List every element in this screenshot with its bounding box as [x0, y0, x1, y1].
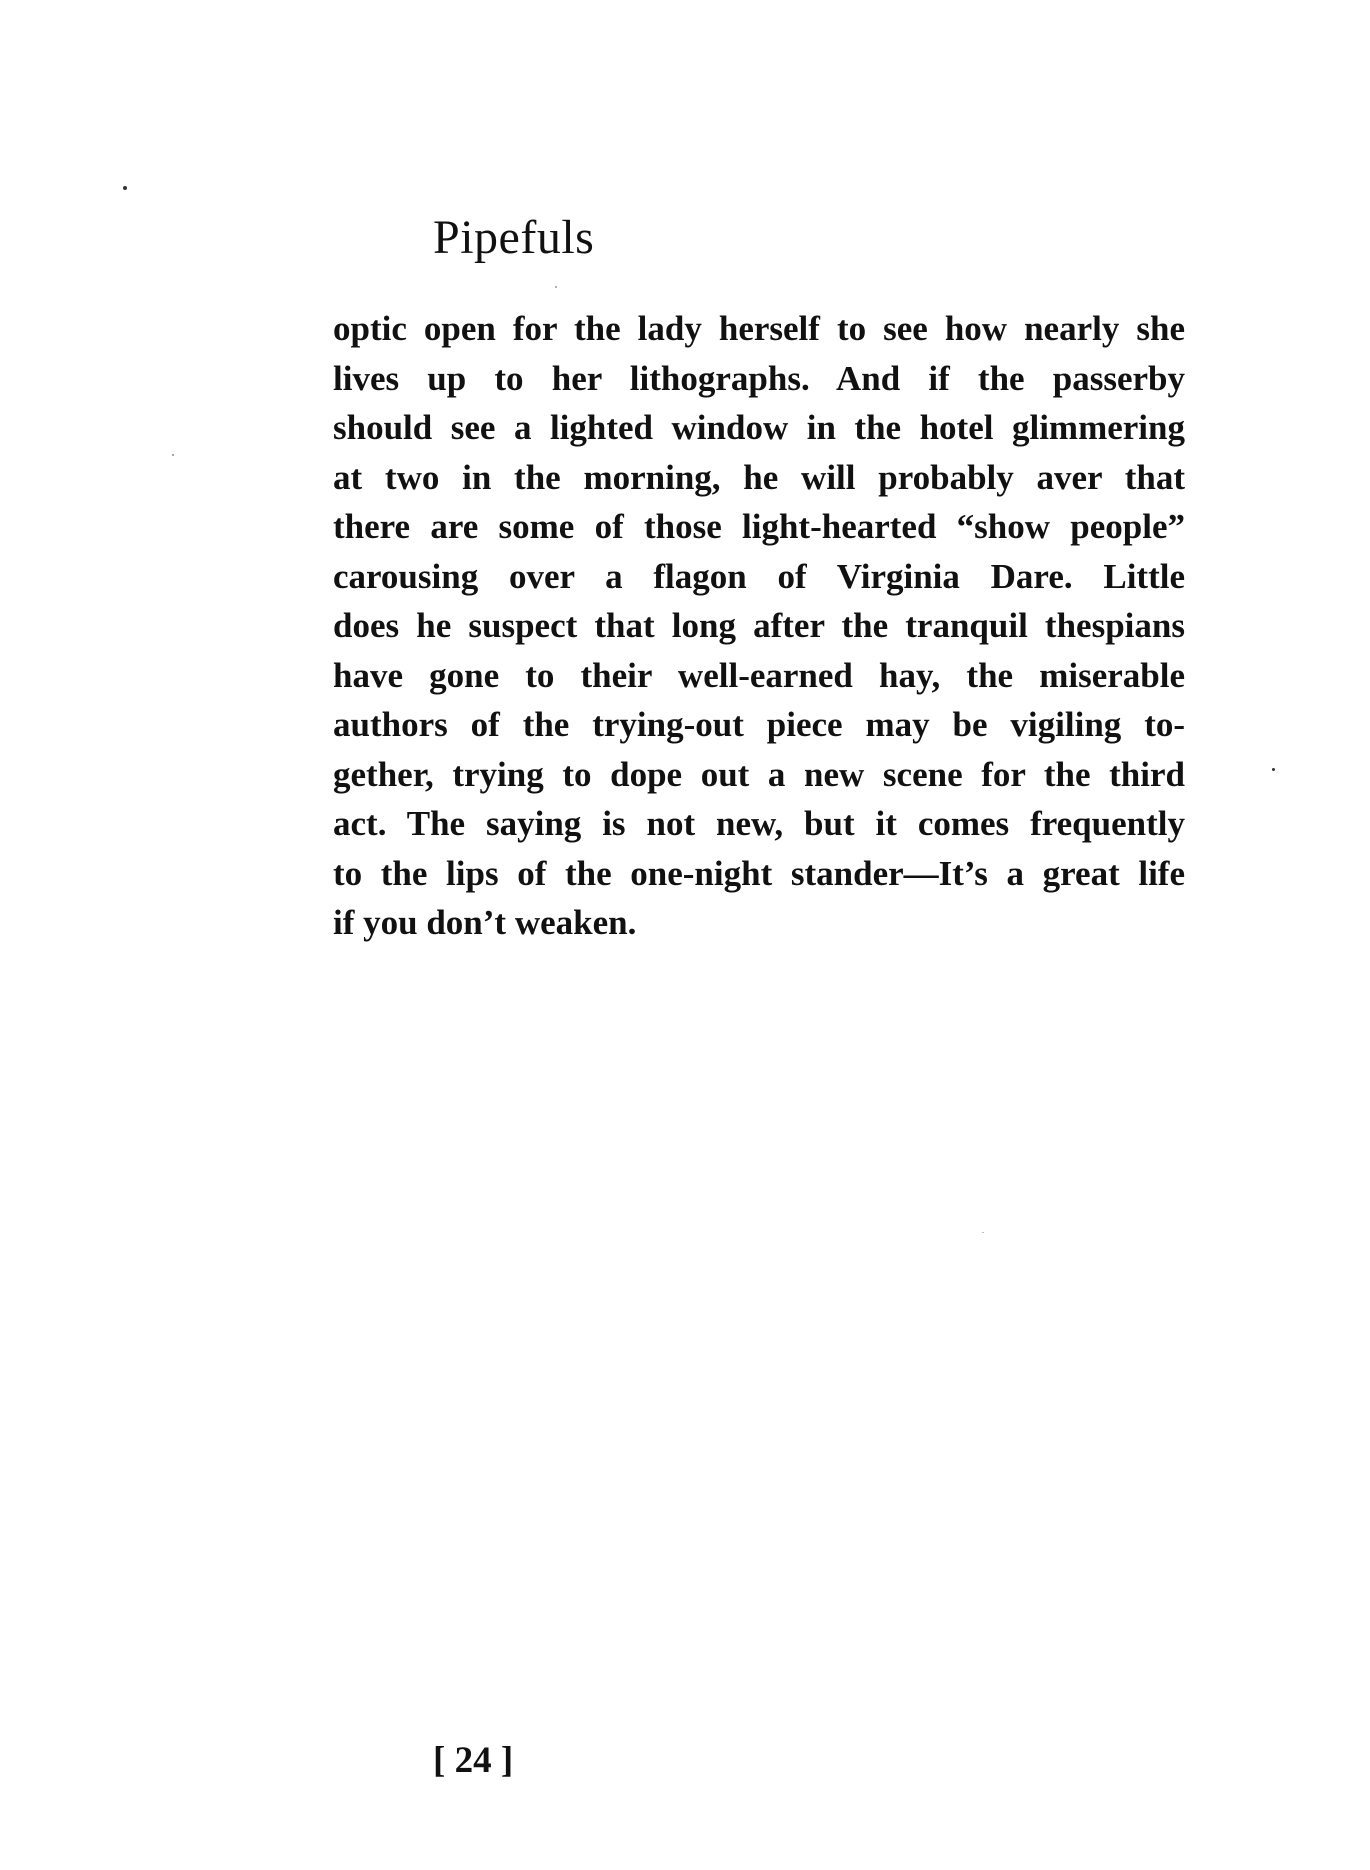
text-line: to the lips of the one-night stander—It’s a great life: [333, 853, 1185, 893]
scan-speck: [123, 186, 127, 190]
text-line: at two in the morning, he will probably aver that: [333, 457, 1185, 497]
text-line: if you don’t weaken.: [333, 903, 637, 942]
text-line: optic open for the lady herself to see how nearly she: [333, 309, 1185, 348]
text-line: does he suspect that long after the tranquil thespians: [333, 606, 1185, 645]
text-line: act. The saying is not new, but it comes frequently: [333, 804, 1185, 843]
scan-speck: [555, 286, 557, 288]
scan-speck: [1272, 768, 1275, 771]
text-line: authors of the trying-out piece may be vigiling to-: [333, 705, 1185, 744]
body-text: [333, 304, 1185, 948]
text-line: should see a lighted window in the hotel glimmering: [333, 408, 1185, 447]
text-line: carousing over a flagon of Virginia Dare. Little: [333, 556, 1185, 596]
page-number: [ 24 ]: [433, 1740, 514, 1781]
text-line: lives up to her lithographs. And if the passerby: [333, 358, 1185, 398]
scan-speck: [982, 1232, 984, 1233]
scan-speck: [172, 454, 174, 456]
text-line: have gone to their well-earned hay, the miserable: [333, 655, 1185, 695]
running-head: Pipefuls: [433, 211, 595, 264]
text-line: there are some of those light-hearted “show people”: [333, 507, 1185, 546]
text-line: gether, trying to dope out a new scene for the third: [333, 754, 1185, 794]
